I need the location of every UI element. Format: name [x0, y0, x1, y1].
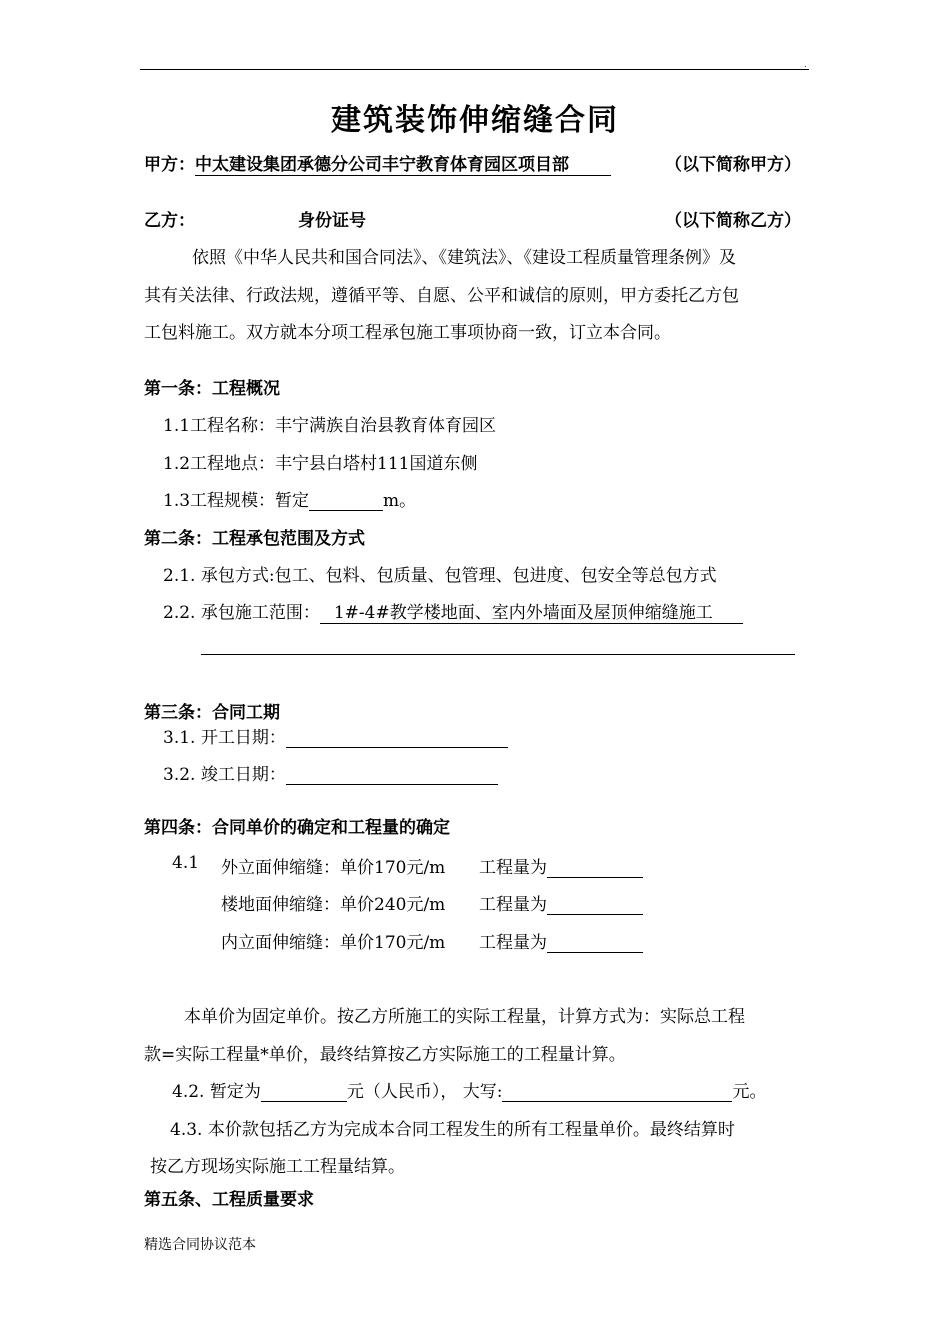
start-date-blank[interactable] — [286, 727, 508, 748]
qty-row-3: 工程量为 — [479, 928, 643, 953]
article-2-item-1: 2.1. 承包方式:包工、包料、包质量、包管理、包进度、包安全等总包方式 — [163, 566, 717, 586]
qty-row-2: 工程量为 — [479, 890, 643, 915]
top-rule — [140, 69, 809, 70]
end-date-blank[interactable] — [286, 764, 498, 785]
preamble-line-3: 工包料施工。双方就本分项工程承包施工事项协商一致，订立本合同。 — [144, 323, 671, 343]
article-4-heading: 第四条：合同单价的确定和工程量的确定 — [144, 818, 450, 838]
party-b-id-label: 身份证号 — [298, 211, 366, 231]
party-b-suffix: （以下简称乙方） — [665, 211, 801, 231]
article-2-heading: 第二条：工程承包范围及方式 — [144, 529, 365, 549]
article-1-heading: 第一条：工程概况 — [144, 379, 280, 399]
page-footer: 精选合同协议范本 — [144, 1237, 256, 1253]
article-3-item-1: 3.1. 开工日期： — [163, 723, 508, 748]
unit-price-row-3: 内立面伸缩缝：单价170元/m — [221, 933, 446, 953]
article-1-item-1: 1.1工程名称：丰宁满族自治县教育体育园区 — [163, 416, 497, 436]
article-4-number: 4.1 — [172, 853, 200, 873]
article-1-item-2: 1.2工程地点：丰宁县白塔村111国道东侧 — [163, 454, 478, 474]
article-4-item-3-line-2: 按乙方现场实际施工工程量结算。 — [150, 1157, 405, 1177]
qty-row-1: 工程量为 — [479, 853, 643, 878]
article-3-item-2: 3.2. 竣工日期： — [163, 760, 498, 785]
party-a-suffix: （以下简称甲方） — [665, 155, 801, 175]
party-a-label: 甲方： — [144, 155, 195, 175]
amount-blank[interactable] — [261, 1081, 347, 1102]
article-4-item-2: 4.2. 暂定为 元（人民币）， 大写: 元。 — [172, 1082, 767, 1102]
qty-blank-1[interactable] — [547, 857, 643, 878]
document-title: 建筑装饰伸缩缝合同 — [331, 103, 619, 138]
preamble-line-1: 依照《中华人民共和国合同法》、《建筑法》、《建设工程质量管理条例》及 — [192, 248, 736, 268]
party-a-name: 中太建设集团承德分公司丰宁教育体育园区项目部 — [195, 155, 611, 176]
qty-blank-2[interactable] — [547, 894, 643, 915]
qty-blank-3[interactable] — [547, 932, 643, 953]
article-1-item-3: 1.3工程规模：暂定 m。 — [163, 491, 417, 511]
article-3-heading: 第三条：合同工期 — [144, 703, 280, 723]
preamble-line-2: 其有关法律、行政法规，遵循平等、自愿、公平和诚信的原则，甲方委托乙方包 — [144, 286, 739, 306]
pricing-para-line-1: 本单价为固定单价。按乙方所施工的实际工程量，计算方式为：实际总工程 — [184, 1007, 745, 1027]
unit-price-row-2: 楼地面伸缩缝：单价240元/m — [221, 895, 446, 915]
unit-price-row-1: 外立面伸缩缝：单价170元/m — [221, 858, 446, 878]
party-b-label: 乙方： — [144, 211, 195, 231]
scope-continuation-line — [201, 654, 795, 655]
amount-words-blank[interactable] — [502, 1081, 732, 1102]
pricing-para-line-2: 款=实际工程量*单价，最终结算按乙方实际施工的工程量计算。 — [144, 1045, 626, 1065]
article-5-heading: 第五条、工程质量要求 — [144, 1190, 314, 1210]
party-a-line — [144, 150, 611, 175]
article-2-item-2: 2.2. 承包施工范围： 1#-4#教学楼地面、室内外墙面及屋顶伸缩缝施工 — [163, 598, 743, 623]
scale-blank[interactable] — [309, 490, 383, 511]
header-mark: . — [804, 60, 807, 69]
scope-value: 1#-4#教学楼地面、室内外墙面及屋顶伸缩缝施工 — [320, 603, 743, 624]
article-4-item-3-line-1: 4.3. 本价款包括乙方为完成本合同工程发生的所有工程量单价。最终结算时 — [170, 1120, 735, 1140]
